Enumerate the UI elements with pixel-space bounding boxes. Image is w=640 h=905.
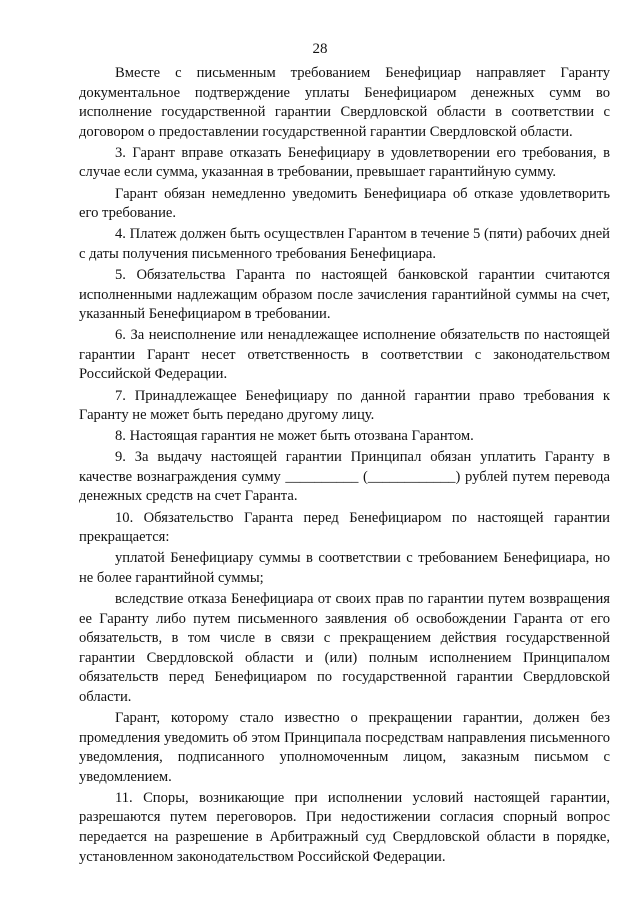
paragraph-termination-notice: Гарант, которому стало известно о прекращении гарантии, должен без промедления уведомить об этом Принципала посредствам направления письменного уведомления, подписанного уполномоченным лицом, заказным письмом с уведомлением. bbox=[79, 710, 610, 785]
paragraph-item-7-non-transferable: 7. Принадлежащее Бенефициару по данной гарантии право требования к Гаранту не может быть передано другому лицу. bbox=[79, 387, 610, 424]
paragraph-refusal-notice: Гарант обязан немедленно уведомить Бенефициара об отказе удовлетворить его требование. bbox=[79, 185, 610, 222]
page-number: 28 bbox=[312, 41, 328, 57]
paragraph-item-6-liability: 6. За неисполнение или ненадлежащее исполнение обязательств по настоящей гарантии Гарант несет ответственность в соответствии с законодательством Российской Федерации. bbox=[79, 327, 610, 383]
document-body bbox=[79, 64, 610, 869]
paragraph-beneficiary-documents: Вместе с письменным требованием Бенефициар направляет Гаранту документальное подтверждение уплаты Бенефициаром денежных сумм во исполнение государственной гарантии Свердловской области в соответствии с договором о предоставлении государственной гарантии Свердловской области. bbox=[79, 65, 610, 140]
paragraph-item-5-obligations-fulfilled: 5. Обязательства Гаранта по настоящей банковской гарантии считаются исполненными надлежащим образом после зачисления гарантийной суммы на счет, указанный Бенефициаром в требовании. bbox=[79, 266, 610, 323]
paragraph-item-9-fee: 9. За выдачу настоящей гарантии Принципал обязан уплатить Гаранту в качестве вознаграждения сумму __________ (____________) рублей путем перевода денежных средств на счет Гаранта. bbox=[79, 449, 610, 505]
paragraph-termination-waiver: вследствие отказа Бенефициара от своих прав по гарантии путем возвращения ее Гаранту либо путем письменного заявления об освобождении Гаранта от его обязательств, в том числе в связи с прекращением действия государственной гарантии Свердловской области и (или) полным исполнением Принципалом обязательств перед Бенефициаром по государственной гарантии Свердловской области. bbox=[79, 590, 610, 705]
paragraph-item-10-termination: 10. Обязательство Гаранта перед Бенефициаром по настоящей гарантии прекращается: bbox=[79, 509, 610, 546]
paragraph-item-8-irrevocable: 8. Настоящая гарантия не может быть отозвана Гарантом. bbox=[115, 428, 474, 445]
paragraph-item-3-refusal-right: 3. Гарант вправе отказать Бенефициару в удовлетворении его требования, в случае если сумма, указанная в требовании, превышает гарантийную сумму. bbox=[79, 144, 610, 181]
paragraph-termination-payment: уплатой Бенефициару суммы в соответствии с требованием Бенефициара, но не более гарантийной суммы; bbox=[79, 550, 610, 586]
paragraph-item-11-disputes: 11. Споры, возникающие при исполнении условий настоящей гарантии, разрешаются путем переговоров. При недостижении согласия спорный вопрос передается на разрешение в Арбитражный суд Свердловской области в порядке, установленном законодательством Российской Федерации. bbox=[79, 789, 610, 865]
paragraph-item-4-payment-term: 4. Платеж должен быть осуществлен Гарантом в течение 5 (пяти) рабочих дней с даты получения письменного требования Бенефициара. bbox=[79, 226, 610, 262]
